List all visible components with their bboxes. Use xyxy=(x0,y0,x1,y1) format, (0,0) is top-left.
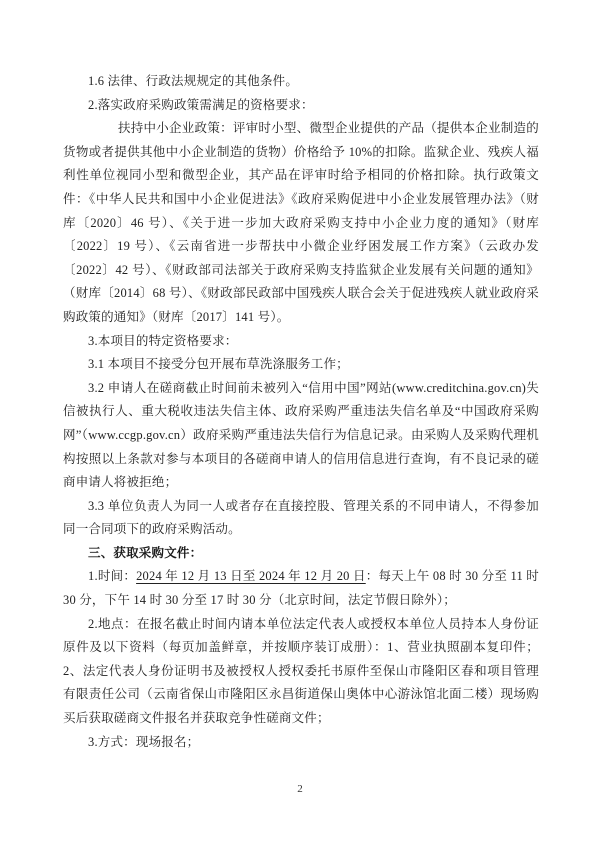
paragraph-obtain-time xyxy=(63,565,539,612)
paragraph-same-legal-person-restriction: 3.3 单位负责人为同一人或者存在直接控股、管理关系的不同申请人，不得参加同一合同项下的政府采购活动。 xyxy=(63,498,539,537)
obtain-time-prefix: 1.时间： xyxy=(88,569,137,584)
paragraph-obtain-location: 2.地点：在报名截止时间内请本单位法定代表人或授权本单位人员持本人身份证原件及以下资料（每页加盖鲜章，并按顺序装订成册）：1、营业执照副本复印件；2、法定代表人身份证明书及被授权人授权委托书原件至保山市隆阳区春和项目管理有限责任公司（云南省保山市隆阳区永昌街道保山奥体中心游泳馆北面二楼）现场购买后获取磋商文件报名并获取竞争性磋商文件； xyxy=(63,616,539,726)
obtain-time-date-range-underlined: 2024 年 12 月 13 日至 2024 年 12 月 20 日 xyxy=(136,569,366,584)
paragraph-legal-other-conditions: 1.6 法律、行政法规规定的其他条件。 xyxy=(88,74,299,88)
section-heading-obtain-procurement-documents: 三、获取采购文件： xyxy=(88,545,203,560)
paragraph-no-subcontract: 3.1 本项目不接受分包开展布草洗涤服务工作； xyxy=(88,357,349,372)
paragraph-sme-support-policy: 扶持中小企业政策：评审时小型、微型企业提供的产品（提供本企业制造的货物或者提供其他中小企业制造的货物）价格给予 10%的扣除。监狱企业、残疾人福利性单位视同小型和微型企业，其产品在评审时给予相同的价格扣除。执行政策文件：《中华人民共和国中小企业促进法》《政府采购促进中小企业发展管理办法》（财库〔2020〕46 号）、《关于进一步加大政府采购支持中小企业力度的通知》（财库〔2022〕19 号）、《云南省进一步帮扶中小微企业纾困发展工作方案》（云政办发〔2022〕42 号）、《财政部司法部关于政府采购支持监狱企业发展有关问题的通知》（财库〔2014〕68 号）、《财政部民政部中国残疾人联合会关于促进残疾人就业政府采购政策的通知》（财库〔2017〕141 号）。 xyxy=(63,121,539,324)
document-body xyxy=(63,70,539,754)
paragraph-obtain-method: 3.方式：现场报名； xyxy=(88,734,200,749)
paragraph-credit-check: 3.2 申请人在磋商截止时间前未被列入“信用中国”网站(www.creditchina.gov.cn)失信被执行人、重大税收违法失信主体、政府采购严重违法失信名单及“中国政府采购网”（www.ccgp.gov.cn）政府采购严重违法失信行为信息记录。由采购人及采购代理机构按照以上条款对参与本项目的各磋商申请人的信用信息进行查询，有不良记录的磋商申请人将被拒绝； xyxy=(63,380,539,490)
obtain-time-suffix: ：每天上午 08 时 30 分至 11 时 30 分，下午 14 时 30 分至 17 时 30 分（北京时间，法定节假日除外）； xyxy=(63,569,539,608)
paragraph-specific-qualification-heading: 3.本项目的特定资格要求： xyxy=(88,333,238,348)
paragraph-policy-qualification-heading: 2.落实政府采购政策需满足的资格要求： xyxy=(88,97,314,112)
page-number: 2 xyxy=(297,783,303,795)
